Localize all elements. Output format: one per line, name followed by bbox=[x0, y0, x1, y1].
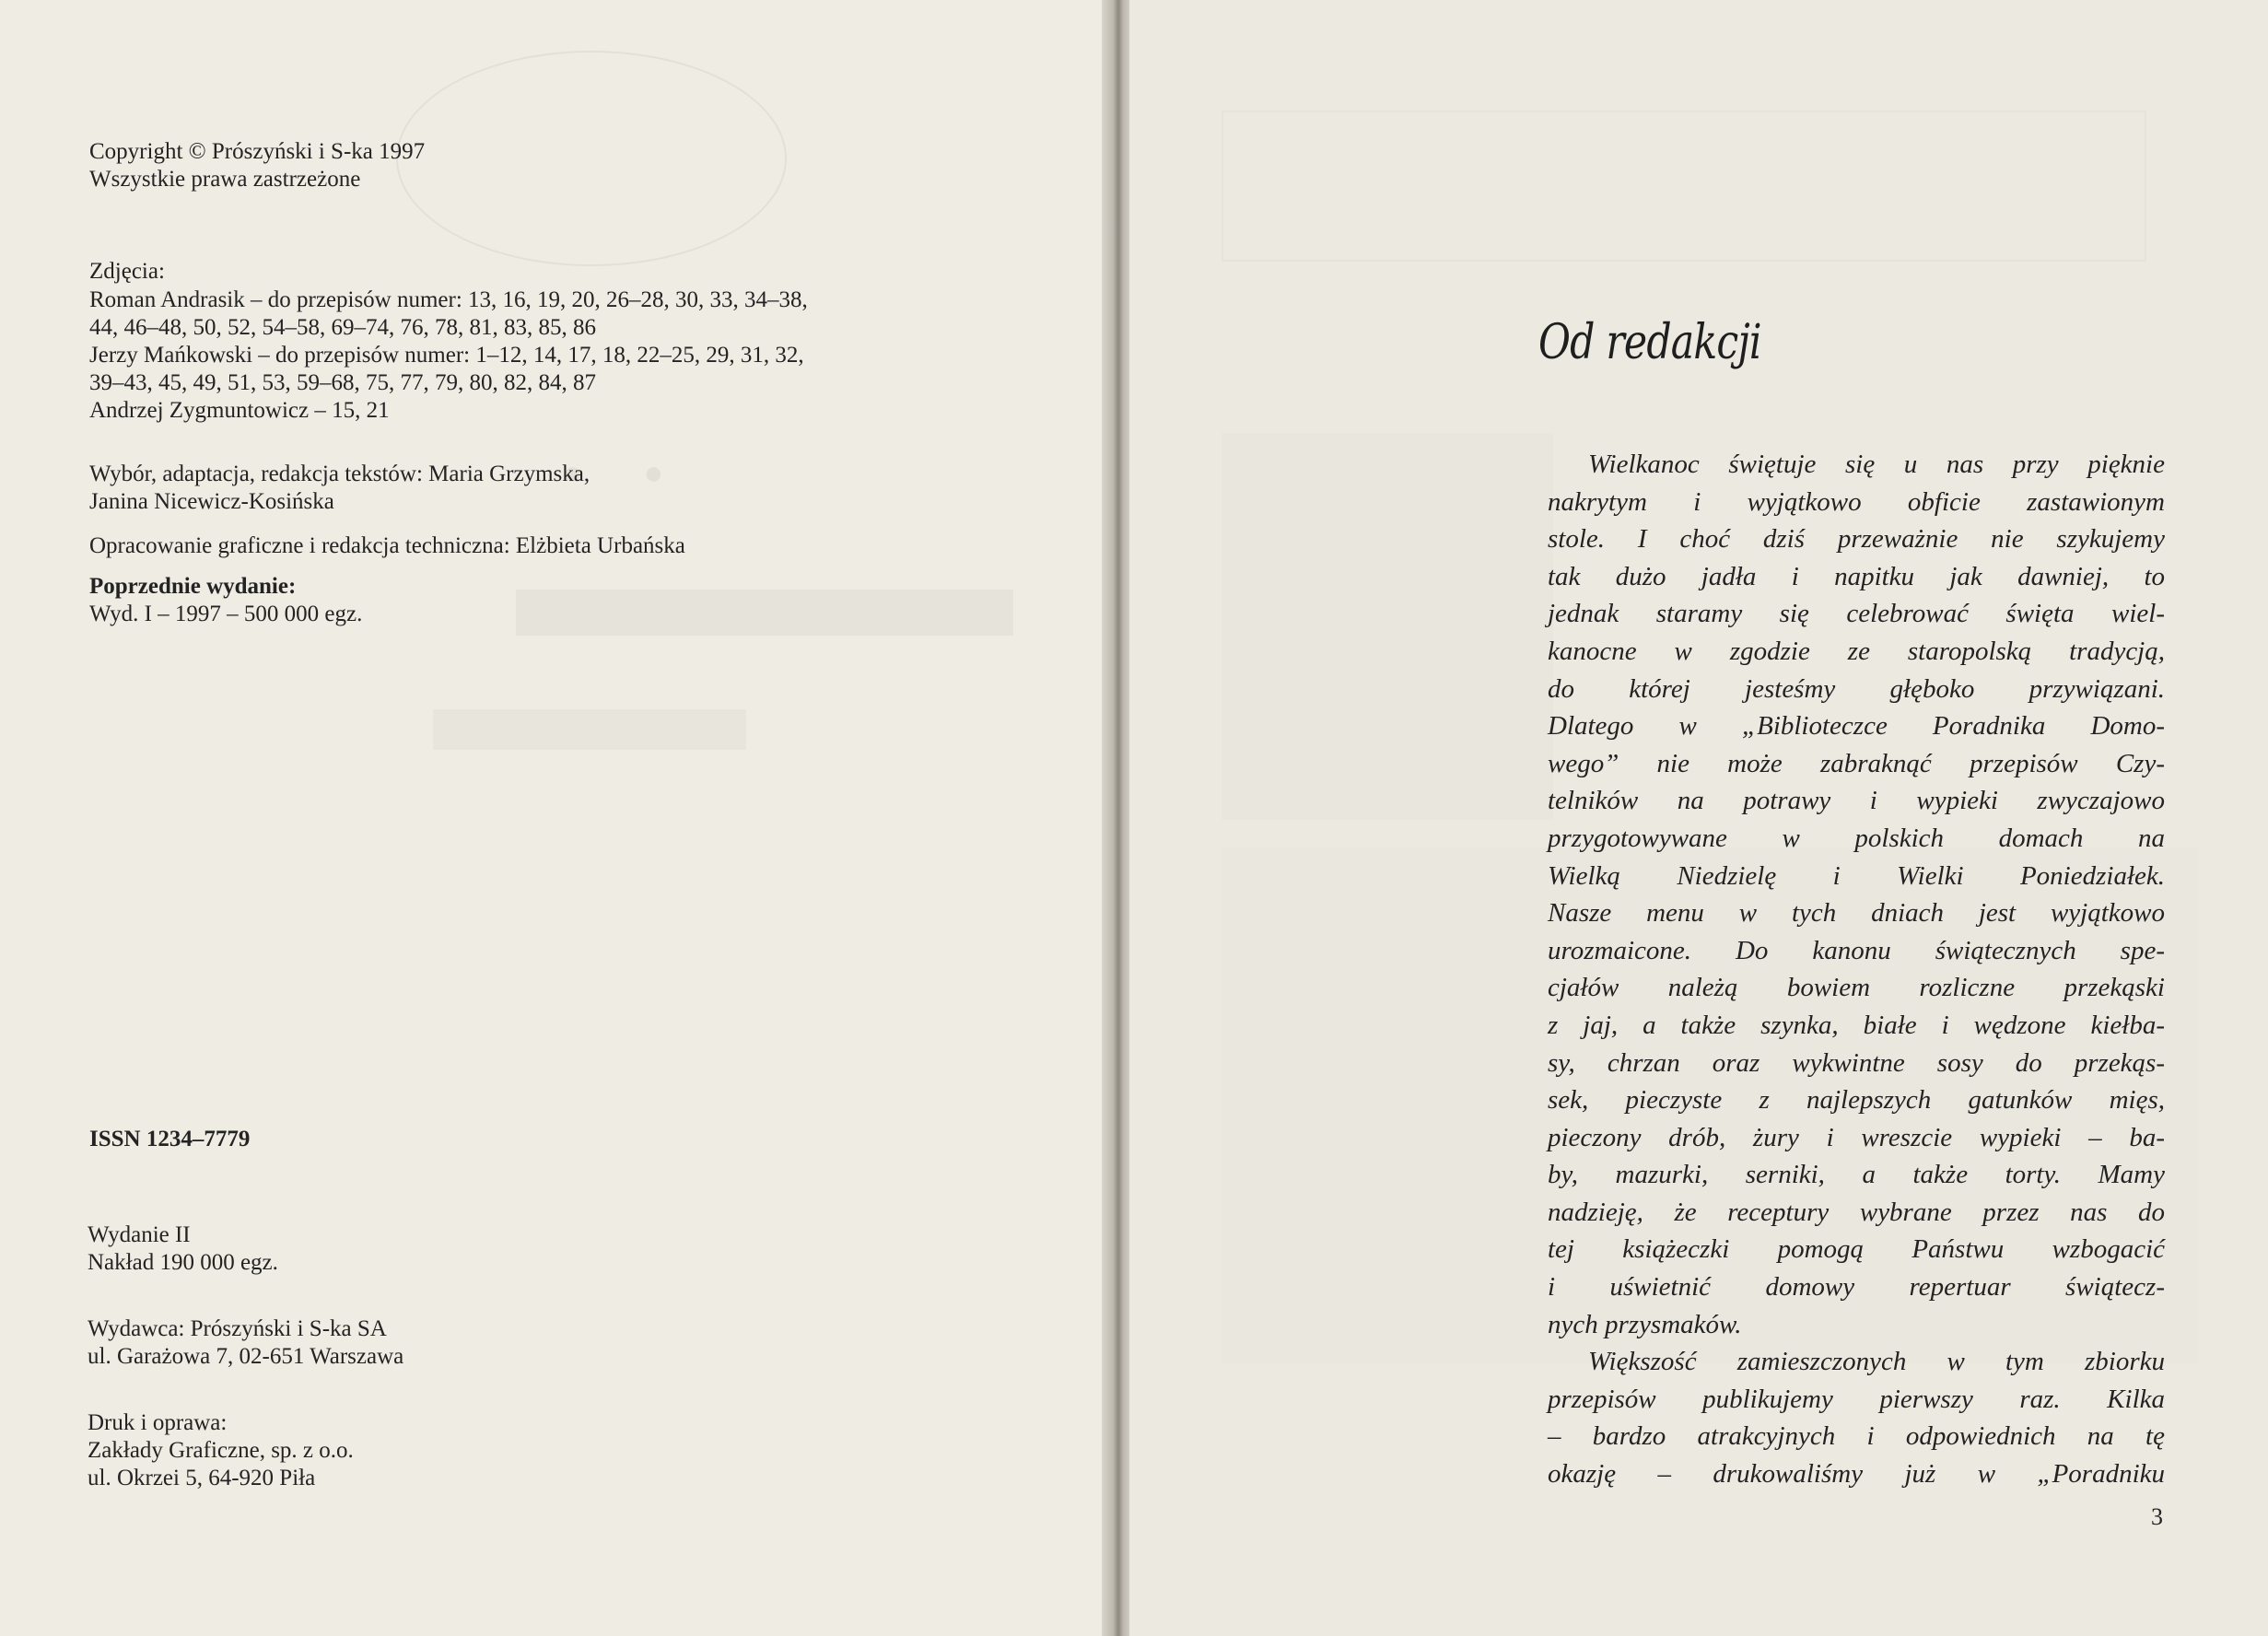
text-line: Większość zamieszczonych w tym zbiorku bbox=[1588, 1347, 2165, 1377]
text-line: Nasze menu w tych dniach jest wyjątkowo bbox=[1548, 898, 2165, 929]
printer-block bbox=[88, 1409, 354, 1492]
text-line: cjałów należą bowiem rozliczne przekąski bbox=[1548, 973, 2165, 1003]
text-line: nych przysmaków. bbox=[1548, 1309, 1742, 1339]
text-line: i uświetnić domowy repertuar świątecz- bbox=[1548, 1272, 2165, 1303]
text-line: z jaj, a także szynka, białe i wędzone kiełba- bbox=[1548, 1010, 2165, 1040]
text-line: do której jesteśmy głęboko przywiązani. bbox=[1548, 673, 2165, 704]
text-line: nakrytym i wyjątkowo obficie zastawionym bbox=[1548, 486, 2165, 517]
text-line: by, mazurki, serniki, a także torty. Mamy bbox=[1548, 1160, 2165, 1190]
selection-line: Wybór, adaptacja, redakcja tekstów: Maria Grzymska, bbox=[89, 462, 590, 486]
show-through-bar bbox=[516, 590, 1013, 636]
copyright-block bbox=[89, 138, 425, 193]
foreword-text bbox=[1548, 446, 2165, 1493]
previous-edition bbox=[89, 573, 362, 628]
printer-line: Zakłady Graficzne, sp. z o.o. bbox=[88, 1438, 354, 1463]
photo-credit-line: 39–43, 45, 49, 51, 53, 59–68, 75, 77, 79, 80, 82, 84, 87 bbox=[89, 370, 596, 395]
edition-line: Nakład 190 000 egz. bbox=[88, 1250, 278, 1275]
text-line: – bardzo atrakcyjnych i odpowiednich na tę bbox=[1548, 1421, 2165, 1452]
show-through-seal bbox=[396, 51, 787, 266]
text-line: telników na potrawy i wypieki zwyczajowo bbox=[1548, 786, 2165, 816]
issn-block bbox=[89, 1126, 250, 1153]
text-line: jednak staramy się celebrować święta wiel- bbox=[1548, 599, 2165, 629]
issn: ISSN 1234–7779 bbox=[89, 1127, 251, 1151]
publisher-line: Wydawca: Prószyński i S-ka SA bbox=[88, 1316, 387, 1341]
publisher-line: ul. Garażowa 7, 02-651 Warszawa bbox=[88, 1344, 404, 1369]
photos-label: Zdjęcia: bbox=[89, 259, 165, 284]
text-line: tej książeczki pomogą Państwu wzbogacić bbox=[1548, 1234, 2165, 1265]
photo-credit-line: 44, 46–48, 50, 52, 54–58, 69–74, 76, 78, 81, 83, 85, 86 bbox=[89, 315, 596, 340]
edition-line: Wydanie II bbox=[88, 1222, 191, 1247]
text-line: Dlatego w „Biblioteczce Poradnika Domo- bbox=[1548, 711, 2165, 742]
show-through-bar bbox=[433, 709, 746, 750]
text-line: przepisów publikujemy pierwszy raz. Kilka bbox=[1548, 1384, 2165, 1414]
copyright-line: Copyright © Prószyński i S-ka 1997 bbox=[89, 139, 426, 164]
text-line: Wielkanoc świętuje się u nas przy pięknie bbox=[1588, 450, 2165, 479]
text-line: sy, chrzan oraz wykwintne sosy do przekąs- bbox=[1548, 1047, 2165, 1078]
photo-credit-line: Roman Andrasik – do przepisów numer: 13, 16, 19, 20, 26–28, 30, 33, 34–38, bbox=[89, 287, 808, 312]
text-line: urozmaicone. Do kanonu świątecznych spe- bbox=[1548, 935, 2165, 965]
edition-block bbox=[88, 1221, 278, 1277]
page-number: 3 bbox=[2151, 1503, 2163, 1530]
show-through-panel bbox=[1222, 433, 1553, 820]
text-line: pieczony drób, żury i wreszcie wypieki – ba- bbox=[1548, 1122, 2165, 1152]
graphics-credit bbox=[89, 532, 685, 560]
printer-line: ul. Okrzei 5, 64-920 Piła bbox=[88, 1466, 316, 1490]
show-through-title: · · bbox=[553, 408, 680, 541]
publisher-block bbox=[88, 1315, 403, 1371]
text-line: tak dużo jadła i napitku jak dawniej, to bbox=[1548, 561, 2165, 591]
text-line: okazję – drukowaliśmy już w „Poradniku bbox=[1548, 1459, 2165, 1490]
photo-credit-line: Jerzy Mańkowski – do przepisów numer: 1–12, 14, 17, 18, 22–25, 29, 31, 32, bbox=[89, 343, 804, 368]
text-line: stole. I choć dziś przeważnie nie szykujemy bbox=[1548, 524, 2165, 555]
selection-credit bbox=[89, 461, 590, 516]
left-page bbox=[0, 0, 1116, 1636]
photo-credit-line: Andrzej Zygmuntowicz – 15, 21 bbox=[89, 398, 390, 423]
photo-credits bbox=[89, 258, 808, 425]
selection-line: Janina Nicewicz-Kosińska bbox=[89, 489, 334, 514]
graphics-line: Opracowanie graficzne i redakcja techniczna: Elżbieta Urbańska bbox=[89, 533, 685, 558]
text-line: przygotowywane w polskich domach na bbox=[1548, 823, 2165, 853]
text-line: kanocne w zgodzie ze staropolską tradycją, bbox=[1548, 636, 2165, 666]
page-heading: Od redakcji bbox=[1538, 315, 1761, 370]
text-line: nadzieję, że receptury wybrane przez nas do bbox=[1548, 1197, 2165, 1227]
show-through-frame bbox=[1222, 111, 2146, 262]
printer-line: Druk i oprawa: bbox=[88, 1410, 228, 1435]
text-line: wego” nie może zabraknąć przepisów Czy- bbox=[1548, 748, 2165, 778]
previous-edition-label: Poprzednie wydanie: bbox=[89, 574, 297, 599]
text-line: sek, pieczyste z najlepszych gatunków mięs, bbox=[1548, 1085, 2165, 1116]
copyright-line: Wszystkie prawa zastrzeżone bbox=[89, 167, 361, 192]
previous-edition-value: Wyd. I – 1997 – 500 000 egz. bbox=[89, 602, 363, 626]
text-line: Wielką Niedzielę i Wielki Poniedziałek. bbox=[1548, 860, 2165, 891]
